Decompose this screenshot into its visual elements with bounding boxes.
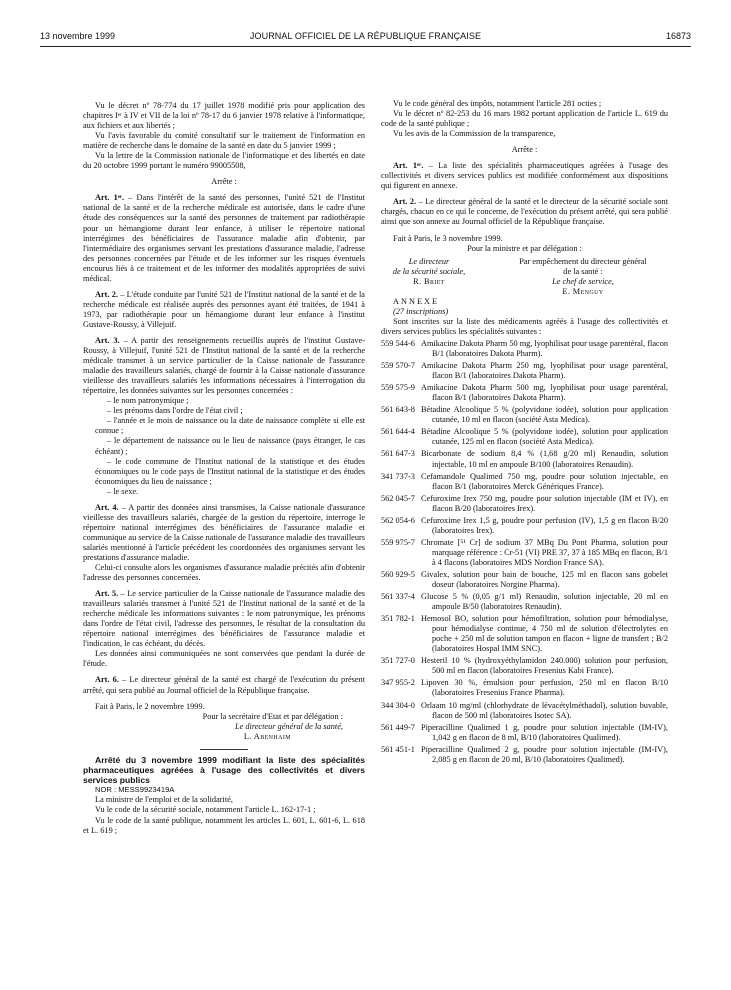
signature-delegation: Pour la secrétaire d'Etat et par délégation :	[202, 711, 343, 721]
list-item	[381, 538, 668, 568]
cip-code: 559 575-9	[381, 383, 415, 393]
arrete-heading: Arrête :	[511, 145, 538, 155]
cip-code: 351 782-1	[381, 614, 415, 624]
medication-description: Hemosol BO, solution pour hémofiltration, solution pour hémodialyse, pour hémodialyse continue, 4 750 ml de solution d'électrolytes en poche + 250 ml de solution tampon en flacon + ligne de transfert ; B/2 (laboratoires Hospal IMM SNC).	[421, 614, 668, 654]
list-item	[381, 472, 668, 492]
cip-code: 560 929-5	[381, 569, 415, 579]
list-item	[381, 427, 668, 447]
article-label: Art. 1ᵉʳ.	[393, 161, 424, 171]
list-item: – le nom patronymique ;	[107, 396, 189, 406]
article-label: Art. 4.	[95, 502, 119, 512]
decree-title: Arrêté du 3 novembre 1999 modifiant la liste des spécialités pharmaceutiques agréées à l'usage des collectivités et divers services publics	[83, 754, 365, 786]
cip-code: 559 544-6	[381, 338, 415, 348]
medication-description: Bétadine Alcoolique 5 % (polyvidone iodée), solution pour application cutanée, 10 ml en flacon (société Asta Medica).	[421, 405, 668, 425]
signatory-role: de la sécurité sociale,	[392, 266, 466, 276]
medication-description: Glucose 5 % (0,05 g/1 ml) Renaudin, solution injectable, 20 ml en ampoule B/50 (laboratoires Renaudin).	[421, 592, 668, 612]
visa: Vu l'avis favorable du comité consultatif sur le traitement de l'information en matière de recherche dans le domaine de la santé en date du 5 janvier 1999 ;	[83, 131, 365, 151]
medication-description: Amikacine Dakota Pharm 500 mg, lyophilisat pour usage parentéral, flacon B/1 (laboratoires Dakota Pharm).	[421, 383, 668, 403]
article-text: – Le directeur général de la santé est chargé de l'exécution du présent arrêté, qui sera publié au Journal officiel de la République française.	[83, 675, 366, 695]
article-label: Art. 5.	[95, 589, 119, 599]
list-item	[381, 494, 668, 514]
list-item	[381, 339, 668, 359]
list-item	[381, 516, 668, 536]
article-3	[83, 336, 365, 396]
article-6	[83, 675, 365, 695]
visa: Vu le décret nº 82-253 du 16 mars 1982 portant application de l'article L. 619 du code de la santé publique ;	[381, 109, 668, 129]
signature-delegation: Pour la ministre et par délégation :	[467, 243, 582, 253]
article-1	[83, 193, 365, 283]
visa: Vu le code général des impôts, notamment l'article 281 octies ;	[393, 99, 602, 108]
medication-description: Piperacilline Qualimed 1 g, poudre pour solution injectable (IM-IV), 1,042 g en flacon de 8 ml, B/10 (laboratoires Qualimed).	[421, 722, 668, 742]
list-item	[381, 570, 668, 590]
article-1	[381, 161, 668, 191]
article-2	[381, 197, 668, 227]
article-text: – Le directeur général de la santé et le directeur de la sécurité sociale sont chargés, chacun en ce qui le concerne, de l'exécution du présent arrêté, qui sera publié ainsi que son annexe au Journal officiel de la République française.	[381, 197, 668, 227]
annexe-heading: ANNEXE	[393, 296, 440, 306]
list-item	[381, 678, 668, 698]
issue-date: 13 novembre 1999	[40, 31, 116, 41]
cip-code: 561 643-8	[381, 405, 415, 415]
medication-description: Bétadine Alcoolique 5 % (polyvidone iodée), solution pour application cutanée, 125 ml en flacon (société Asta Medica).	[421, 427, 668, 447]
visa: Vu le code de la santé publique, notamment les articles L. 601, L. 601-6, L. 618 et L. 619 ;	[83, 815, 365, 835]
article-label: Art. 3.	[95, 335, 120, 345]
visa: Vu la lettre de la Commission nationale de l'informatique et des libertés en date du 20 octobre 1999 portant le numéro 99005508,	[83, 151, 365, 171]
cip-code: 561 337-4	[381, 592, 415, 602]
journal-title: JOURNAL OFFICIEL DE LA RÉPUBLIQUE FRANÇAISE	[249, 31, 482, 41]
medication-description: Lipoven 30 %, émulsion pour perfusion, 250 ml en flacon B/10 (laboratoires Fresenius France Pharma).	[421, 678, 668, 698]
list-item	[381, 383, 668, 403]
article-2	[83, 290, 365, 330]
medication-description: Chromate [⁵¹ Cr] de sodium 37 MBq Du Pont Pharma, solution pour marquage référence : Cr-51 (VI) PRE 37, 37 à 185 MBq en flacon, B/1 à 4 flacons (laboratoires MDS Nordion France SA).	[421, 537, 668, 567]
list-item: – l'année et le mois de naissance ou la date de naissance complète si elle est connue ;	[95, 416, 365, 436]
cip-code: 344 304-0	[381, 700, 415, 710]
cip-code: 562 054-6	[381, 515, 415, 525]
annexe-intro: Sont inscrites sur la liste des médicaments agréés à l'usage des collectivités et divers services publics les spécialités suivantes :	[381, 316, 668, 336]
article-label: Art. 1ᵉʳ.	[95, 193, 125, 203]
signatory-name: E. Menguy	[562, 286, 604, 296]
arrete-heading: Arrête :	[211, 177, 237, 187]
list-item	[381, 592, 668, 612]
medication-description: Cefuroxime Irex 1,5 g, poudre pour perfusion (IV), 1,5 g en flacon B/20 (laboratoires Irex).	[421, 515, 668, 535]
cip-code: 562 045-7	[381, 493, 415, 503]
medication-description: Hesteril 10 % (hydroxyéthylamidon 240.000) solution pour perfusion, 500 ml en flacon (laboratoires Fresenius Kabi France).	[421, 656, 668, 676]
list-item	[381, 745, 668, 765]
list-item	[381, 723, 668, 743]
signature-right	[498, 257, 668, 297]
list-item	[381, 701, 668, 721]
cip-code: 351 727-0	[381, 656, 415, 666]
medication-description: Givalex, solution pour bain de bouche, 125 ml en flacon sans gobelet doseur (laboratoires Norgine Pharma).	[421, 569, 668, 590]
visa: Vu le code de la sécurité sociale, notamment l'article L. 162-17-1 ;	[95, 805, 316, 815]
left-column	[83, 101, 365, 836]
medication-description: Cefamandole Qualimed 750 mg, poudre pour solution injectable, en flacon B/1 (laboratoires Merck Génériques France).	[421, 471, 668, 491]
signing-place-date: Fait à Paris, le 3 novembre 1999.	[393, 233, 503, 243]
list-item: – le département de naissance ou le lieu de naissance (pays étranger, le cas échéant) ;	[95, 436, 365, 456]
list-item: – les prénoms dans l'ordre de l'état civil ;	[107, 406, 243, 416]
signatory-role: Par empêchement du directeur général	[519, 256, 647, 266]
list-item	[381, 449, 668, 469]
article-4	[83, 503, 365, 563]
medication-description: Piperacilline Qualimed 2 g, poudre pour solution injectable (IM-IV), 2,085 g en flacon de 20 ml, B/10 (laboratoires Qualimed).	[421, 744, 668, 764]
article-text: – La liste des spécialités pharmaceutiques agréées à l'usage des collectivités et divers services publics est modifiée conformément aux dispositions qui figurent en annexe.	[381, 161, 668, 191]
signing-place-date: Fait à Paris, le 2 novembre 1999.	[95, 701, 205, 711]
list-item	[381, 361, 668, 381]
section-divider	[200, 749, 248, 750]
cip-code: 341 737-3	[381, 471, 415, 481]
list-item	[381, 656, 668, 676]
article-5	[83, 589, 365, 649]
medication-description: Orlaam 10 mg/ml (chlorhydrate de lévacétylméthadol), solution buvable, flacon de 500 ml (laboratoires Isotec SA).	[421, 700, 668, 720]
signature-title	[83, 722, 365, 732]
medication-description: Amikacine Dakota Pharm 250 mg, lyophilisat pour usage parentéral, flacon B/1 (laboratoires Dakota Pharm).	[421, 361, 668, 381]
signatory-name	[83, 732, 365, 742]
visa: Vu le décret nº 78-774 du 17 juillet 1978 modifié pris pour application des chapitres Iᵉʳ à IV et VII de la loi nº 78-17 du 6 janvier 1978 relative à l'informatique, aux fichiers et aux libertés ;	[83, 101, 365, 131]
article-text: – Dans l'intérêt de la santé des personnes, l'unité 521 de l'Institut national de la santé et de la recherche médicale est autorisée, dans le cadre d'une étude des conséquences sur la santé des personnes de traitement par radiothérapie pour un hémangiome durant leur enfance, à utiliser le répertoire national interrégimes des bénéficiaires de l'assurance maladie afin d'obtenir, par l'intermédiaire des organismes servant les prestations d'assurance maladie, l'adresse des personnes concernées par l'étude et de les informer sur les risques éventuels encourus liés à ce traitement et de les informer des modalités appropriées de suivi médical.	[83, 193, 365, 283]
cip-code: 347 955-2	[381, 678, 415, 688]
list-item: – le sexe.	[107, 486, 139, 496]
medication-description: Bicarbonate de sodium 8,4 % (1,68 g/20 ml) Renaudin, solution injectable, 10 ml en ampoule B/100 (laboratoires Renaudin).	[421, 449, 668, 469]
signatory-role: de la santé :	[563, 266, 603, 276]
signatory-name: R. Briet	[413, 276, 445, 286]
signatory-role: Le chef de service,	[552, 276, 614, 286]
medication-description: Cefuroxime Irex 750 mg, poudre pour solution injectable (IM et IV), en flacon B/20 (laboratoires Irex).	[421, 493, 668, 513]
signatory-name-text: L. Abenhaim	[243, 731, 291, 741]
visa: Vu les avis de la Commission de la transparence,	[393, 129, 556, 139]
page-header	[40, 31, 691, 45]
visa: La ministre de l'emploi et de la solidarité,	[95, 795, 233, 805]
signature-left	[381, 257, 477, 297]
list-item	[381, 405, 668, 425]
article-text: – Le service particulier de la Caisse nationale de l'assurance maladie des travailleurs salariés transmet à l'unité 521 de l'Institut national de la santé et de la recherche médicale les informations suivantes : le nom patronymique, les prénoms dans l'ordre de l'état civil, l'adresse des personnes, le résultat de la consultation du répertoire national interrégimes des bénéficiaires de l'assurance maladie et l'indication, le cas échéant, du décès.	[83, 589, 365, 649]
cip-code: 561 647-3	[381, 449, 415, 459]
article-label: Art. 6.	[95, 675, 119, 685]
article-text: – L'étude conduite par l'unité 521 de l'Institut national de la santé et de la recherche médicale est réalisée auprès des personnes ayant été traitées, de 1941 à 1973, par radiothérapie pour un hémangiome durant leur enfance à l'institut Gustave-Roussy, à Villejuif.	[83, 289, 365, 329]
cip-code: 561 644-4	[381, 427, 415, 437]
article-text: – A partir des renseignements recueillis auprès de l'institut Gustave-Roussy, à Villejuif, l'unité 521 de l'Institut national de la santé et de la recherche médicale transmet à un service particulier de la Caisse nationale de l'assurance maladie des travailleurs salariés, chargé de fournir à la Caisse nationale d'assurance vieillesse des travailleurs salariés les informations nécessaires à l'interrogation du répertoire, les données suivantes sur les personnes concernées :	[83, 335, 365, 396]
article-label: Art. 2.	[95, 289, 118, 299]
signatory-role: Le directeur	[408, 256, 450, 266]
signature-block	[381, 257, 668, 297]
cip-code: 561 451-1	[381, 744, 415, 754]
list-item: – le code commune de l'Institut national de la statistique et des études économiques ou le code pays de l'Institut national de la statistique et des études économiques du lieu de naissance ;	[95, 456, 365, 486]
cip-code: 559 570-7	[381, 361, 415, 371]
header-rule	[40, 46, 691, 47]
right-column	[381, 99, 668, 765]
annexe-subheading: (27 inscriptions)	[393, 306, 449, 316]
article-text: – A partir des données ainsi transmises, la Caisse nationale d'assurance vieillesse des travailleurs salariés, chargée de la gestion du répertoire, interroge le répertoire national interrégimes des bénéficiaires de l'assurance maladie et communique au service de la Caisse nationale de l'assurance maladie des travailleurs salariés mentionné à l'article précédent les coordonnées des organismes servant les prestations d'assurance maladie.	[83, 502, 366, 562]
cip-code: 559 975-7	[381, 537, 415, 547]
signatory-role: Le directeur général de la santé,	[235, 721, 343, 731]
nor-reference: NOR : MESS9923419A	[95, 785, 175, 795]
cip-code: 561 449-7	[381, 722, 415, 732]
page-number: 16873	[665, 31, 691, 41]
article-4-continued: Celui-ci consulte alors les organismes d'assurance maladie précités afin d'obtenir l'adresse des personnes concernées.	[83, 563, 365, 583]
article-5-continued: Les données ainsi communiquées ne sont conservées que pendant la durée de l'étude.	[83, 649, 365, 669]
list-item	[381, 614, 668, 654]
medication-list	[381, 339, 668, 765]
medication-description: Amikacine Dakota Pharm 50 mg, lyophilisat pour usage parentéral, flacon B/1 (laboratoires Dakota Pharm).	[421, 338, 668, 359]
article-label: Art. 2.	[393, 197, 417, 207]
